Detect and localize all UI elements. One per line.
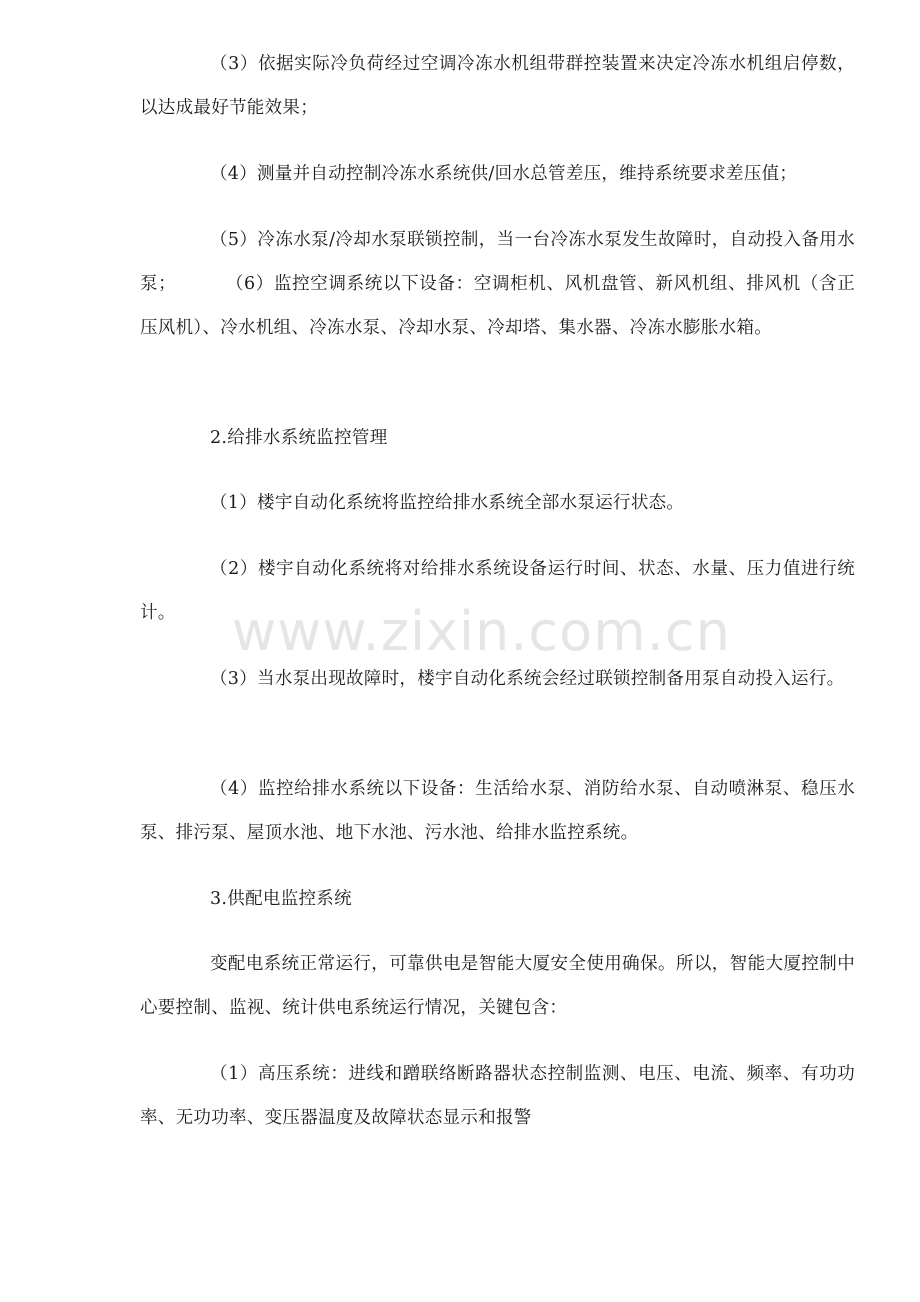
watermark-text: www.zixin.com.cn	[232, 600, 731, 663]
paragraph-chiller-group-control: （3）依据实际冷负荷经过空调冷冻水机组带群控装置来决定冷冻水机组启停数，以达成最好节能效果；	[140, 54, 855, 118]
paragraph-power-system-intro: 变配电系统正常运行，可靠供电是智能大厦安全使用确保。所以，智能大厦控制中心要控制、监视、统计供电系统运行情况，关键包含：	[140, 954, 855, 1018]
section-heading-water-supply-drainage: 2.给排水系统监控管理	[210, 428, 388, 448]
section-heading-power-distribution: 3.供配电监控系统	[210, 889, 352, 909]
paragraph-pump-status-monitoring: （1）楼宇自动化系统将监控给排水系统全部水泵运行状态。	[210, 493, 685, 513]
paragraph-standby-pump: （3）当水泵出现故障时，楼宇自动化系统会经过联锁控制备用泵自动投入运行。	[210, 669, 845, 689]
paragraph-pump-interlock-monitoring: （5）冷冻水泵/冷却水泵联锁控制，当一台冷冻水泵发生故障时，自动投入备用水泵； （6）监控空调系统以下设备：空调柜机、风机盘管、新风机组、排风机（含正压风机）、冷水机组、冷冻水泵、冷却水泵、冷却塔、集水器、冷冻水膨胀水箱。	[140, 230, 855, 338]
paragraph-equipment-statistics: （2）楼宇自动化系统将对给排水系统设备运行时间、状态、水量、压力值进行统计。	[140, 559, 855, 623]
paragraph-differential-pressure: （4）测量并自动控制冷冻水系统供/回水总管差压，维持系统要求差压值；	[210, 164, 798, 184]
paragraph-water-equipment-list: （4）监控给排水系统以下设备：生活给水泵、消防给水泵、自动喷淋泵、稳压水泵、排污泵、屋顶水池、地下水池、污水池、给排水监控系统。	[140, 779, 855, 843]
paragraph-high-voltage-system: （1）高压系统：进线和蹭联络断路器状态控制监测、电压、电流、频率、有功功率、无功功率、变压器温度及故障状态显示和报警	[140, 1064, 855, 1128]
